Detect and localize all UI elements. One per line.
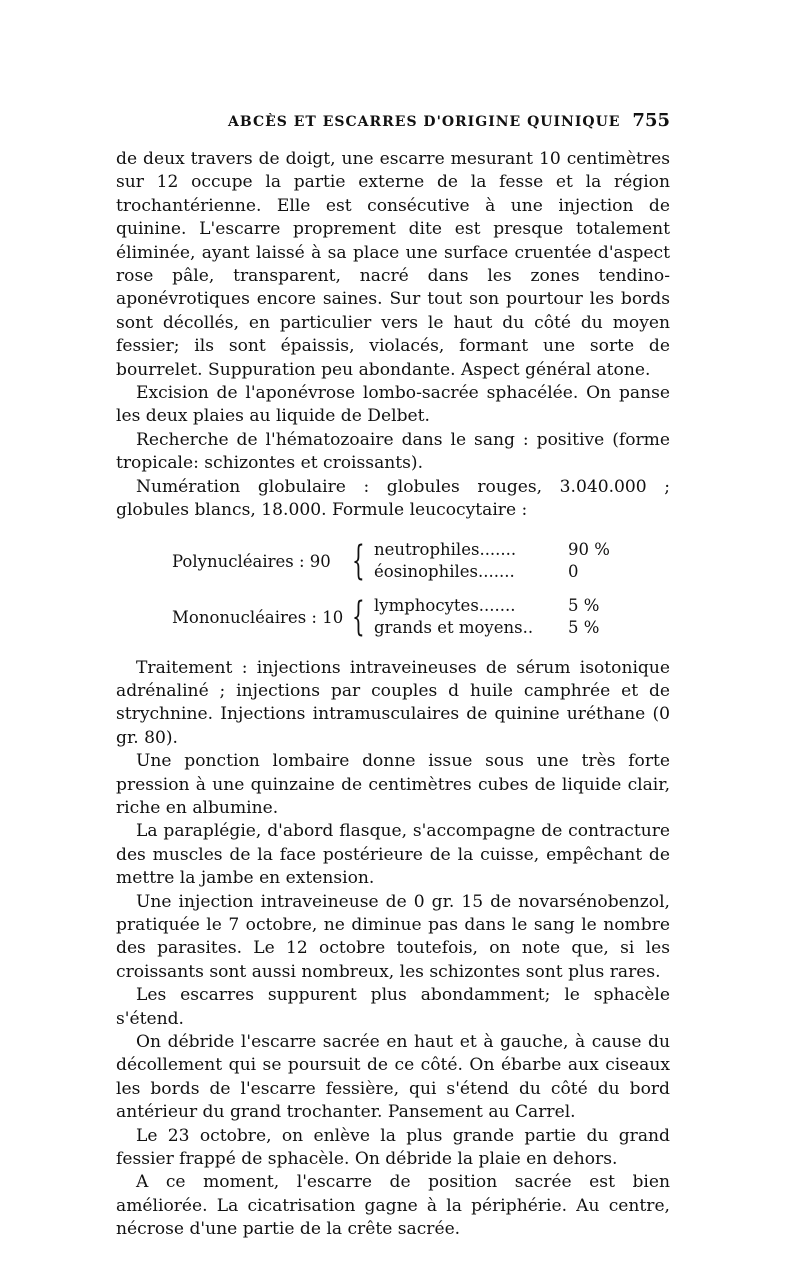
formula-item-name: lymphocytes....... [374,595,516,615]
brace-symbol: { [352,537,365,584]
paragraph: Les escarres suppurent plus abondamment; le sphacèle s'étend. [116,985,670,1029]
running-head: ABCÈS ET ESCARRES D'ORIGINE QUINIQUE [228,114,621,130]
formula-item-value: 0 [568,561,579,581]
formula-item-value: 5 % [568,595,600,615]
formula-item-name: grands et moyens.. [374,617,534,637]
formula-item-name: éosinophiles....... [374,561,515,581]
brace-symbol: { [352,593,365,640]
paragraph: Traitement : injections intraveineuses de sérum isotonique adrénaliné ; injections par couples d huile camphrée et de strychnine. Injections intramusculaires de quinine uréthane (0 gr. 80). [116,657,670,748]
page-number: 755 [632,110,670,131]
paragraph: Numération globulaire : globules rouges, 3.040.000 ; globules blancs, 18.000. Formule leucocytaire : [116,476,670,521]
paragraph: Une ponction lombaire donne issue sous une très forte pression à une quinzaine de centimètres cubes de liquide clair, riche en albumine. [116,751,670,818]
paragraph: A ce moment, l'escarre de position sacrée est bien améliorée. La cicatrisation gagne à la périphérie. Au centre, nécrose d'une partie de la crête sacrée. [116,1172,670,1240]
body-text [116,148,670,1242]
paragraph: On débride l'escarre sacrée en haut et à gauche, à cause du décollement qui se poursuit de ce côté. On ébarbe aux ciseaux les bords de l'escarre fessière, qui s'étend du côté du bord antérieur du grand trochanter. Pansement au Carrel. [116,1032,670,1123]
formula-item-name: neutrophiles....... [374,539,517,559]
paragraph: de deux travers de doigt, une escarre mesurant 10 centimètres sur 12 occupe la partie externe de la fesse et la région trochantérienne. Elle est consécutive à une injection de quinine. L'escarre proprement dite est presque totalement éliminée, ayant laissé à sa place une surface cruentée d'aspect rose pâle, transparent, nacré dans les zones tendino-aponévrotiques encore saines. Sur tout son pourtour les bords sont décollés, en particulier vers le haut du côté du moyen fessier; ils sont épaissis, violacés, formant une sorte de bourrelet. Suppuration peu abondante. Aspect général atone. [116,149,670,380]
formula-group-label: Mononucléaires : 10 [172,607,344,627]
paragraph: La paraplégie, d'abord flasque, s'accompagne de contracture des muscles de la face postérieure de la cuisse, empêchant de mettre la jambe en extension. [116,821,670,889]
formula-group-label: Polynucléaires : 90 [172,551,331,571]
paragraph: Recherche de l'hématozoaire dans le sang : positive (forme tropicale: schizontes et croissants). [116,429,670,474]
paragraph: Une injection intraveineuse de 0 gr. 15 de novarsénobenzol, pratiquée le 7 octobre, ne diminue pas dans le sang le nombre des parasites. Le 12 octobre toutefois, on note que, si les croissants sont aussi nombreux, les schizontes sont plus rares. [116,891,670,982]
page-header [116,110,670,134]
formula-item-value: 90 % [568,539,610,559]
leucocyte-formula [116,539,670,641]
paragraph: Excision de l'aponévrose lombo-sacrée sphacélée. On panse les deux plaies au liquide de Delbet. [116,383,670,427]
formula-item-value: 5 % [568,617,600,637]
paragraph: Le 23 octobre, on enlève la plus grande partie du grand fessier frappé de sphacèle. On débride la plaie en dehors. [116,1125,670,1170]
book-page [116,110,670,1242]
